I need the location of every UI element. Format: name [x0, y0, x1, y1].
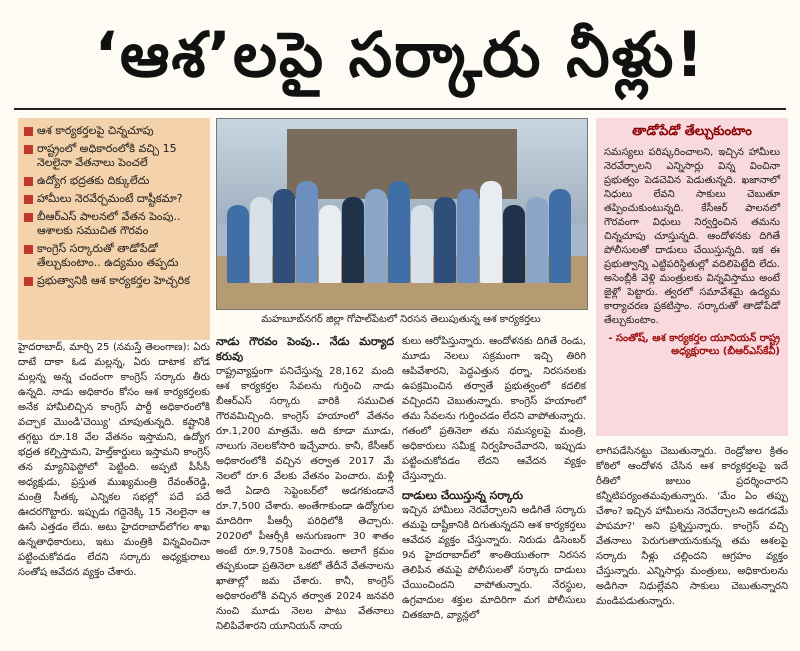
photo-caption: మహబూబ్‌నగర్‌ జిల్లా గోపాల్‌పేటలో నిరసన తెలుపుతున్న ఆశ కార్యకర్తలు — [261, 314, 541, 325]
bullet-square-icon — [24, 127, 33, 136]
crowd-figure — [388, 181, 410, 283]
crowd-figure — [227, 205, 249, 283]
headline: ‘ఆశ’లపై సర్కారు నీళ్లు! — [94, 18, 706, 91]
article-paragraph: ఇచ్చిన హామీలు నెరవేర్చాలని అడిగితే సర్కారు తమపై దాష్టీకానికి దిగుతున్నదని ఆశ కార్యకర్తలు ఆవేదన వ్యక్తం చేస్తున్నారు. నిరుడు డిసెంబర్‌ 9న హైదరాబాద్‌లో శాంతియుతంగా నిరసన తెలిపిన తమపై పోలీసులతో సర్కారు దాడులు చేయించిందని వాపోతున్నారు. నేరస్థుల, ఉగ్రవాదుల శక్తుల మాదిరిగా మగ పోలీసులు చితకబాది, వ్యాన్లలో — [402, 505, 586, 621]
bullet-square-icon — [24, 177, 33, 186]
crowd-figure — [411, 205, 433, 283]
highlight-item: ఉద్యోగ భద్రతకు దిక్కులేదు — [24, 174, 204, 188]
highlight-item: బీఆర్‌ఎస్‌ పాలనలో వేతన పెంపు.. ఆశాలకు సముచిత గౌరవం — [24, 210, 204, 238]
crowd-figure — [319, 205, 341, 283]
article-paragraph: కులు ఆరోపిస్తున్నారు. ఆందోళనకు దిగితే రెండు, మూడు నెలలు సక్రమంగా ఇచ్చి తిరిగి ఆపివేశారని, పెద్దఎత్తున ధర్నా, నిరసనలకు ఉపక్రమించిన తర్వాతే ప్రభుత్వంలో కదలిక వచ్చిందని చెబుతున్నారు. కాంగ్రెస్‌ హయాంలో తమ సేవలను గుర్తించడం లేదని వాపోతున్నారు. గతంలో ప్రతినెలా తమ సమస్యలపై మంత్రి, అధికారులు సమీక్ష నిర్వహించేవారని, ఇప్పుడు పట్టించుకోవడం లేదని ఆవేదన వ్యక్తం చేస్తున్నారు. — [402, 336, 586, 482]
photo-crowd — [227, 173, 577, 283]
article-paragraph: లాగిపడేసినట్టు చెబుతున్నారు. రెండ్రోజుల క్రితం కోఠిలో ఆందోళన చేసిన ఆశ కార్యకర్తలపై ఇదే రీతిలో జులుం ప్రదర్శించారని కన్నీటిపర్యంతమవుతున్నారు. 'మేం ఏం తప్పు చేశాం? ఇచ్చిన హామీలను నెరవేర్చాలని అడగడమే పాపమా?' అని ప్రశ్నిస్తున్నారు. కాంగ్రెస్‌ వచ్చి వేతనాలు పెరుగుతాయనుకున్న తమ ఆశలపై సర్కారు నీళ్లు చల్లిందని ఆగ్రహం వ్యక్తం చేస్తున్నారు. ఎన్నిసార్లు మంత్రులు, అధికారులను అడిగినా నిధుల్లేవని సాకులు చెబుతున్నారని మండిపడుతున్నారు. — [596, 446, 788, 607]
article-column-4 — [596, 444, 788, 613]
quote-sidebox — [596, 118, 788, 436]
crowd-figure — [296, 181, 318, 283]
crowd-figure — [480, 181, 502, 283]
sidebox-signature: - సంతోష్‌, ఆశ కార్యకర్తల యూనియన్‌ రాష్ట్ర అధ్యక్షురాలు (బీఆర్‌ఎస్‌కేవీ) — [608, 333, 780, 357]
crowd-figure — [342, 197, 364, 283]
protest-photo — [216, 118, 588, 310]
sidebox-body: సమస్యలు పరిష్కరించాలని, ఇచ్చిన హామీలు నెరవేర్చాలని ఎన్నిసార్లు విన్న వించినా ప్రభుత్వం పెడచెవిన పెడుతున్నది. ఖజానాలో నిధులు లేవని సాకులు చెబుతూ తప్పించుకుంటున్నది. కేసీఆర్‌ పాలనలో గౌరవంగా విధులు నిర్వర్తించిన తమను చిన్నచూపు చూస్తున్నది. ఆందోళనకు దిగితే పోలీసులతో దాడులు చేయిస్తున్నది. ఇక ఈ ప్రభుత్వాన్ని ఎట్టిపరిస్థితుల్లో వదిలిపెట్టేది లేదు. అసెంబ్లీకి వెళ్లి మంత్రులకు విన్నవిస్తాము అంటే జైళ్లో పెట్టారు. త్వరలో సమావేశమై ఉద్యమ కార్యాచరణ ప్రకటిస్తాం. సర్కారుతో తాడోపేడో తేల్చుకుంటాం. — [604, 147, 780, 326]
bullet-square-icon — [24, 245, 33, 254]
article-paragraph: హైదరాబాద్‌, మార్చి 25 (నమస్తే తెలంగాణ): ఏరు దాటే దాకా ఓడ మల్లన్న, ఏరు దాటాక బోడ మల్లన్న అన్న చందంగా కాంగ్రెస్‌ సర్కారు తీరు ఉన్నది. నాడు అధికారం కోసం ఆశ కార్యకర్తలకు అనేక హామీలిచ్చిన కాంగ్రెస్‌ పార్టీ అధికారంలోకి వచ్చాక మొండి'చెయ్యి' చూపుతున్నది. కష్టానికి తగ్గట్టు రూ.18 వేల వేతనం ఇస్తామని, ఉద్యోగ భద్రత కల్పిస్తామని, హెల్త్‌కార్డులు ఇస్తామని కాంగ్రెస్‌ తన మ్యానిఫెస్టోలో పెట్టింది. అప్పటి పీసీసీ అధ్యక్షుడు, ప్రస్తుత ముఖ్యమంత్రి రేవంత్‌రెడ్డి, మంత్రి సీతక్క ఎన్నికల సభల్లో పదే పదే ఊదరగొట్టారు. ఇప్పుడు గద్దెనెక్కి 15 నెలలైనా ఆ ఊసే ఎత్తడం లేదు. అటు హైదరాబాద్‌లోగల శాఖ ఉన్నతాధికారులు, ఇటు మంత్రికి విన్నవించినా పట్టించుకోవడం లేదని సర్కారు అధ్యక్షురాలు సంతోష ఆవేదన వ్యక్తం చేశారు. — [18, 342, 210, 578]
section-subhead: నాడు గౌరవం పెంపు.. నేడు మర్యాద కరువు — [216, 335, 394, 363]
crowd-figure — [526, 197, 548, 283]
crowd-figure — [273, 189, 295, 283]
crowd-figure — [250, 197, 272, 283]
highlight-item: హామీలు నెరవేర్చమంటే దాష్టీకమా? — [24, 192, 204, 206]
bullet-square-icon — [24, 195, 33, 204]
article-column-1 — [18, 340, 210, 584]
crowd-figure — [434, 197, 456, 283]
bullet-square-icon — [24, 145, 33, 154]
highlight-item: ప్రభుత్వానికి ఆశ కార్యకర్తల హెచ్చరిక — [24, 274, 204, 288]
article-paragraph: రాష్ట్రవ్యాప్తంగా పనిచేస్తున్న 28,162 మంది ఆశ కార్యకర్తల సేవలను గుర్తించి నాడు బీఆర్‌ఎస్‌ సర్కారు వారికి సముచిత గౌరవమిచ్చింది. కాంగ్రెస్‌ హయాంలో వేతనం రూ.1,200 మాత్రమే. అది కూడా మూడు, నాలుగు నెలలకోసారి ఇచ్చేవారు. కానీ, కేసీఆర్‌ అధికారంలోకి వచ్చిన తర్వాత 2017 మే నెలలో రూ.6 వేలకు వేతనం పెంచారు. మళ్లీ అదే ఏడాది సెప్టెంబర్‌లో అడగకుండానే రూ.7,500 చేశారు. అంతేగాకుండా ఉద్యోగుల మాదిరిగా పీఆర్సీ పరిధిలోకి తెచ్చారు. 2020లో పీఆర్సీకి అనుగుణంగా 30 శాతం అంటే రూ.9,750కి పెంచారు. అలాగే క్రమం తప్పకుండా ప్రతినెలా ఒకటో తేదీనే వేతనాలను ఖాతాల్లో జమ చేశారు. కానీ, కాంగ్రెస్‌ అధికారంలోకి వచ్చిన తర్వాత 2024 జనవరి నుంచి మూడు నెలల పాటు వేతనాలు నిలిపివేశారని యూనియన్‌ నాయ — [216, 366, 394, 632]
highlight-item: రాష్ట్రంలో అధికారంలోకి వచ్చి 15 నెలలైనా వేతనాలు పెంచలే — [24, 142, 204, 170]
highlights-box — [18, 118, 210, 340]
article-column-3 — [402, 334, 586, 627]
sidebox-title: తాడోపేడో తేల్చుకుంటాం — [632, 124, 752, 139]
article-column-2 — [216, 334, 394, 638]
headline-rule — [14, 108, 786, 110]
crowd-figure — [549, 189, 571, 283]
section-subhead: దాడులు చేయిస్తున్న సర్కారు — [402, 489, 524, 502]
bullet-square-icon — [24, 277, 33, 286]
crowd-figure — [503, 205, 525, 283]
highlight-item: ఆశ కార్యకర్తలపై చిన్నచూపు — [24, 124, 204, 138]
crowd-figure — [365, 189, 387, 283]
bullet-square-icon — [24, 213, 33, 222]
crowd-figure — [457, 189, 479, 283]
highlight-item: కాంగ్రెస్‌ సర్కారుతో తాడోపేడో తేల్చుకుంటాం.. ఉద్యమం తప్పదు — [24, 242, 204, 270]
